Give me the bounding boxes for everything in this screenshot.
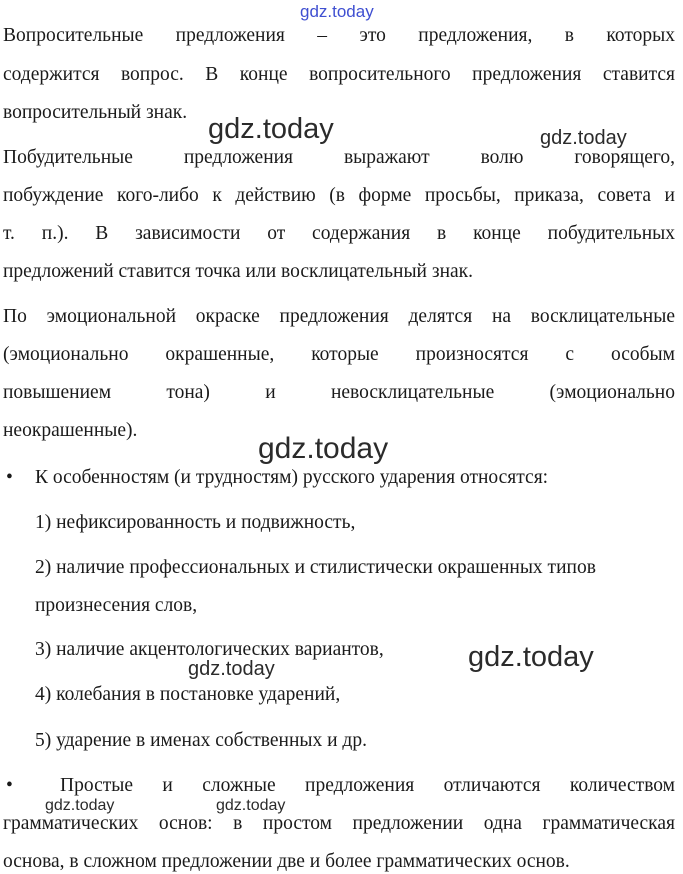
paragraph-line: содержится вопрос. В конце вопросительного предложения ставится — [3, 64, 675, 85]
paragraph-line: неокрашенные). — [3, 420, 138, 441]
list-item: 3) наличие акцентологических вариантов, — [35, 639, 384, 660]
paragraph-line: Вопросительные предложения – это предложения, в которых — [3, 25, 675, 46]
watermark: gdz.today — [540, 127, 627, 149]
bullet-line: Простые и сложные предложения отличаются количеством — [60, 775, 675, 796]
watermark-top: gdz.today — [300, 2, 374, 21]
watermark: gdz.today — [188, 658, 275, 680]
list-item: произнесения слов, — [35, 595, 198, 616]
paragraph-line: т. п.). В зависимости от содержания в конце побудительных — [3, 223, 675, 244]
watermark: gdz.today — [258, 432, 389, 465]
bullet-marker: • — [6, 467, 13, 488]
bullet-marker: • — [6, 775, 13, 796]
bullet-line: основа, в сложном предложении две и более грамматических основ. — [3, 851, 570, 872]
list-item: 2) наличие профессиональных и стилистически окрашенных типов — [35, 557, 596, 578]
paragraph-line: вопросительный знак. — [3, 102, 188, 123]
list-item: 4) колебания в постановке ударений, — [35, 684, 341, 705]
bullet-line: грамматических основ: в простом предложении одна грамматическая — [3, 813, 675, 834]
paragraph-line: По эмоциональной окраске предложения делятся на восклицательные — [3, 306, 675, 327]
watermark: gdz.today — [216, 797, 286, 814]
paragraph-line: предложений ставится точка или восклицательный знак. — [3, 261, 474, 282]
paragraph-line: повышением тона) и невосклицательные (эмоционально — [3, 382, 675, 403]
watermark: gdz.today — [45, 797, 115, 814]
list-item: 1) нефиксированность и подвижность, — [35, 512, 356, 533]
paragraph-line: (эмоционально окрашенные, которые произносятся с особым — [3, 344, 675, 365]
watermark: gdz.today — [468, 641, 594, 673]
list-item: 5) ударение в именах собственных и др. — [35, 730, 367, 751]
watermark: gdz.today — [208, 113, 334, 145]
paragraph-line: побуждение кого-либо к действию (в форме просьбы, приказа, совета и — [3, 185, 675, 206]
bullet-intro: К особенностям (и трудностям) русского ударения относятся: — [35, 467, 549, 488]
paragraph-line: Побудительные предложения выражают волю говорящего, — [3, 147, 675, 168]
